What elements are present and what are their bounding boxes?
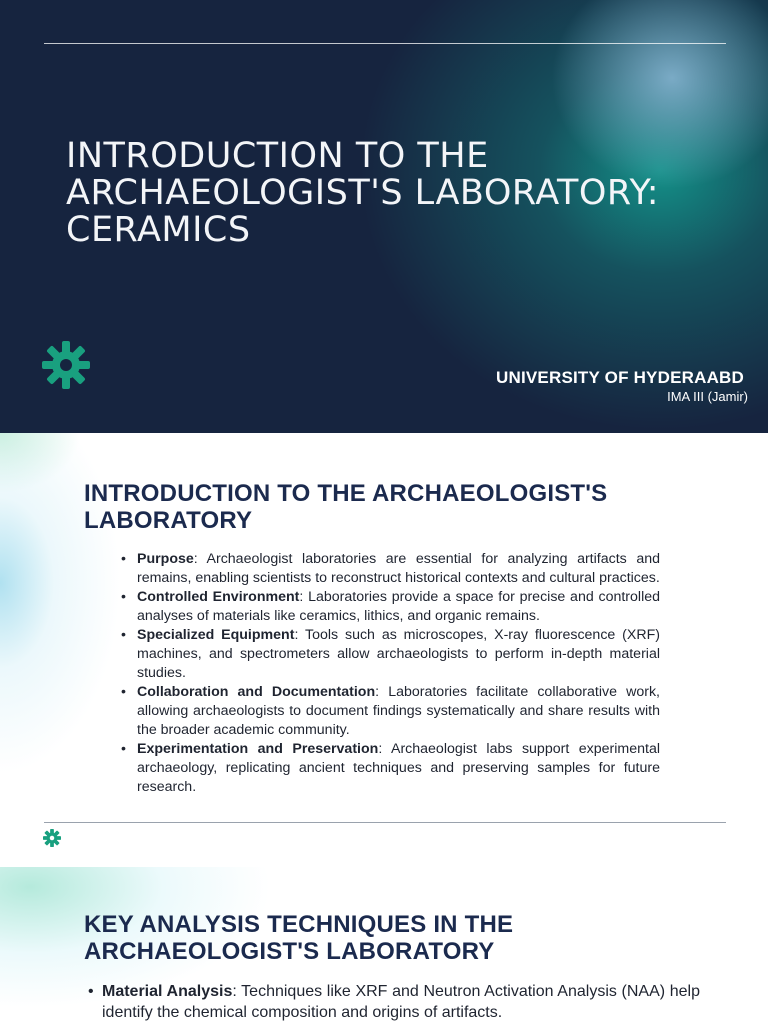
bullet-icon: • (88, 983, 94, 1000)
item-term: Material Analysis (102, 983, 233, 1000)
bullet-icon: • (121, 551, 126, 567)
item-term: Experimentation and Preservation (137, 741, 379, 757)
bullet-icon: • (121, 741, 126, 757)
heading-line-2: LABORATORY (84, 507, 253, 534)
intro-slide (0, 433, 768, 837)
item-term: Specialized Equipment (137, 627, 295, 643)
slide-heading (84, 480, 724, 534)
bullet-icon: • (121, 684, 126, 700)
title-line-2: ARCHAEOLOGIST'S LABORATORY: (66, 173, 660, 213)
bottom-divider (44, 822, 726, 823)
list-item (108, 588, 660, 626)
list-item (84, 981, 700, 1023)
item-text: : Archaeologist laboratories are essential for analyzing artifacts and remains, enabling scientists to reconstruct historical contexts and cultural practices. (137, 551, 660, 586)
slide-heading (84, 911, 724, 965)
list-item (108, 740, 660, 797)
heading-line-1: INTRODUCTION TO THE ARCHAEOLOGIST'S (84, 480, 608, 507)
gear-icon (42, 341, 90, 389)
heading-line-2: ARCHAEOLOGIST'S LABORATORY (84, 938, 495, 965)
presentation-title (66, 138, 746, 249)
list-item (108, 550, 660, 588)
item-text: : Laboratories facilitate collaborative work, allowing archaeologists to document findings systematically and share results with the broader academic community. (137, 684, 660, 738)
item-text: : Archaeologist labs support experimental archaeology, replicating ancient techniques and preserving samples for future research. (137, 741, 660, 795)
item-term: Purpose (137, 551, 194, 567)
university-name: UNIVERSITY OF HYDERAABD (496, 368, 744, 387)
bullet-icon: • (121, 627, 126, 643)
item-text: : Techniques like XRF and Neutron Activation Analysis (NAA) help identify the chemical composition and origins of artifacts. (102, 983, 701, 1021)
list-item (108, 683, 660, 740)
title-slide (0, 0, 768, 433)
item-text: : Laboratories provide a space for precise and controlled analyses of materials like ceramics, lithics, and organic remains. (137, 589, 660, 624)
techniques-slide (0, 867, 768, 1024)
item-text: : Tools such as microscopes, X-ray fluorescence (XRF) machines, and spectrometers allow archaeologists to perform in-depth material studies. (137, 627, 660, 681)
bullet-list (84, 981, 700, 1023)
item-term: Controlled Environment (137, 589, 300, 605)
bullet-icon: • (121, 589, 126, 605)
title-line-3: CERAMICS (66, 210, 251, 250)
list-item (108, 626, 660, 683)
bullet-list (108, 550, 660, 797)
title-line-1: INTRODUCTION TO THE (66, 136, 489, 176)
item-term: Collaboration and Documentation (137, 684, 376, 700)
course-subtitle: IMA III (Jamir) (667, 389, 748, 404)
top-divider (44, 43, 726, 44)
gear-icon (43, 829, 61, 847)
heading-line-1: KEY ANALYSIS TECHNIQUES IN THE (84, 911, 514, 938)
